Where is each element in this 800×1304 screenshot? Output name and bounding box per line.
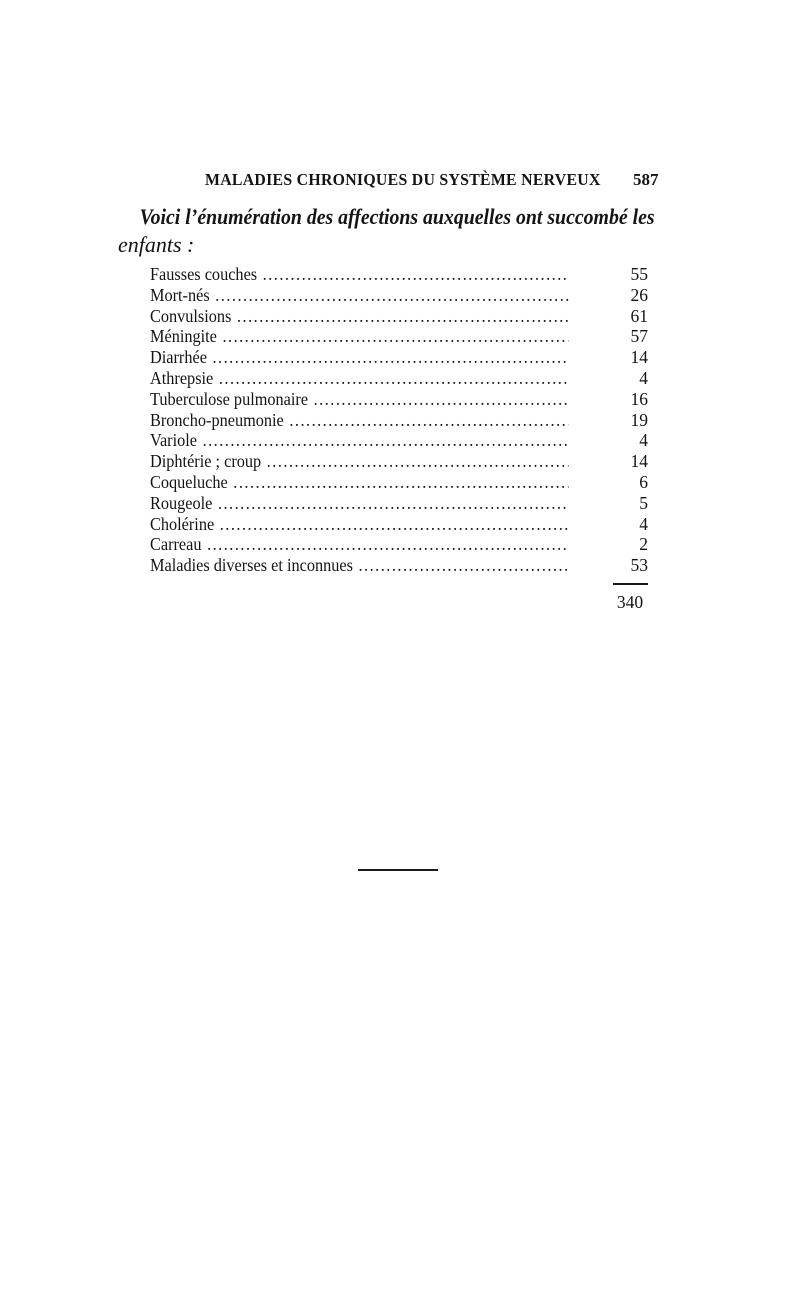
running-head [0, 170, 800, 194]
row-value: 53 [608, 555, 652, 576]
table-row [150, 451, 652, 472]
row-label: Carreau ..... [150, 534, 569, 555]
row-label: Cholérine ..... [150, 514, 569, 535]
row-label: Broncho-pneumonie ..... [150, 410, 569, 431]
table-row [150, 430, 652, 451]
row-value: 6 [608, 472, 652, 493]
row-value: 26 [608, 285, 652, 306]
row-value: 4 [608, 368, 652, 389]
row-value: 55 [608, 264, 652, 285]
table-row [150, 347, 652, 368]
running-title: MALADIES CHRONIQUES DU SYSTÈME NERVEUX [205, 170, 601, 189]
row-label: Convulsions ..... [150, 306, 569, 327]
row-value: 61 [608, 306, 652, 327]
section-end-rule [358, 869, 438, 871]
table-row [150, 306, 652, 327]
row-label: Coqueluche ..... [150, 472, 569, 493]
causes-of-death-table [150, 264, 652, 576]
row-label: Tuberculose pulmonaire ..... [150, 389, 569, 410]
row-label: Méningite ..... [150, 326, 569, 347]
row-label: Maladies diverses et inconnues ..... [150, 555, 569, 576]
row-label: Diarrhée ..... [150, 347, 569, 368]
row-value: 19 [608, 410, 652, 431]
page-number: 587 [633, 170, 659, 189]
row-value: 4 [608, 514, 652, 535]
table-row [150, 514, 652, 535]
row-value: 4 [608, 430, 652, 451]
row-value: 16 [608, 389, 652, 410]
intro-paragraph [118, 203, 708, 259]
sum-rule [613, 583, 648, 585]
intro-line-1: Voici l’énumération des affections auxquelles ont succombé les [139, 204, 655, 229]
row-label: Variole ..... [150, 430, 569, 451]
row-value: 2 [608, 534, 652, 555]
row-label: Rougeole ..... [150, 493, 569, 514]
table-row [150, 326, 652, 347]
table-row [150, 389, 652, 410]
intro-line-2: enfants : [118, 232, 195, 257]
table-row [150, 555, 652, 576]
row-label: Athrepsie ..... [150, 368, 569, 389]
table-row [150, 493, 652, 514]
table-row [150, 472, 652, 493]
row-label: Mort-nés ..... [150, 285, 569, 306]
table-row [150, 264, 652, 285]
table-row [150, 534, 652, 555]
row-value: 14 [608, 347, 652, 368]
row-value: 57 [608, 326, 652, 347]
table-row [150, 410, 652, 431]
row-value: 14 [608, 451, 652, 472]
table-total: 340 [616, 592, 644, 612]
row-value: 5 [608, 493, 652, 514]
table-row [150, 368, 652, 389]
row-label: Fausses couches ..... [150, 264, 569, 285]
table-row [150, 285, 652, 306]
row-label: Diphtérie ; croup ..... [150, 451, 569, 472]
